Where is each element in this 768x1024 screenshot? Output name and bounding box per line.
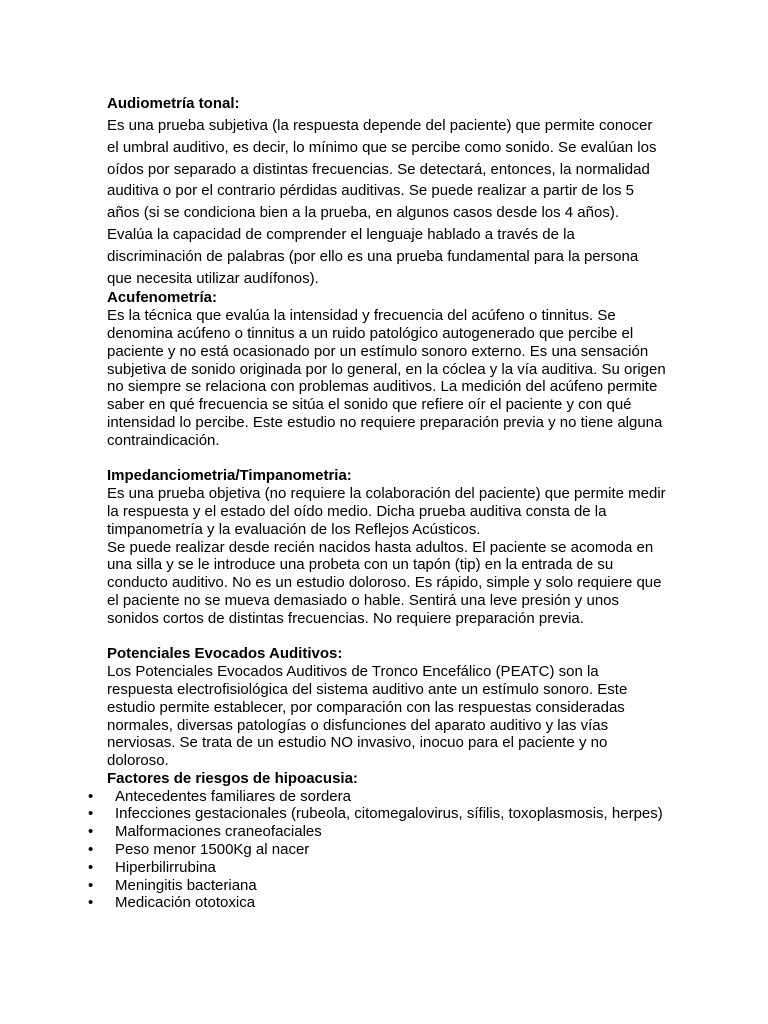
list-item [88,858,667,877]
section-heading-acufenometria: Acufenometría: [107,289,218,307]
list-item [88,805,667,823]
bullet-icon: • [88,858,94,876]
section-heading-impedanciometria: Impedanciometria/Timpanometria: [107,467,352,485]
list-item-text: Peso menor 1500Kg al nacer [115,841,310,859]
section-body-impedanciometria: Es una prueba objetiva (no requiere la colaboración del paciente) que permite medir la respuesta y el estado del oído medio. Dicha prueba auditiva consta de la timpanometría y la evaluación de los Reflejos Acústicos. [107,485,666,538]
list-item-text: Medicación ototoxica [115,894,256,912]
paragraph-gap [107,628,667,646]
list-item [88,894,667,912]
bullet-icon: • [88,787,94,805]
list-item-text: Infecciones gestacionales (rubeola, citomegalovirus, sífilis, toxoplasmosis, herpes) [115,805,663,823]
list-item-text: Meningitis bacteriana [115,876,257,894]
section-body-potenciales: Los Potenciales Evocados Auditivos de Tronco Encefálico (PEATC) son la respuesta electrofisiológica del sistema auditivo ante un estímulo sonoro. Este estudio permite establecer, por comparación con las respuestas consideradas normales, diversas patologías o disfunciones del aparato auditivo y las vías nerviosas. Se trata de un estudio NO invasivo, inocuo para el paciente y no doloroso. [107,663,628,770]
section-heading-factores: Factores de riesgos de hipoacusia: [107,769,358,787]
list-item [88,787,667,806]
bullet-icon: • [88,841,94,859]
document-page [88,93,667,912]
section-body-acufenometria: Es la técnica que evalúa la intensidad y frecuencia del acúfeno o tinnitus. Se denomina acúfeno o tinnitus a un ruido patológico autogenerado que percibe el paciente y no está ocasionado por un estímulo sonoro externo. Es una sensación subjetiva de sonido originada por lo general, en la cóclea y la vía auditiva. Su origen no siempre se relaciona con problemas auditivos. La medición del acúfeno permite saber en qué frecuencia se sitúa el sonido que refiere oír el paciente y con qué intensidad lo percibe. Este estudio no requiere preparación previa y no tiene alguna contraindicación. [107,307,666,449]
section-heading-potenciales: Potenciales Evocados Auditivos: [107,645,343,663]
section-body-impedanciometria-2: Se puede realizar desde recién nacidos hasta adultos. El paciente se acomoda en una silla y se le introduce una probeta con un tapón (tip) en la entrada de su conducto auditivo. No es un estudio doloroso. Es rápido, simple y solo requiere que el paciente no se mueva demasiado o hable. Sentirá una leve presión y unos sonidos cortos de distintas frecuencias. No requiere preparación previa. [107,538,662,627]
list-item-text: Hiperbilirrubina [115,858,216,876]
risk-factors-list [88,787,667,913]
bullet-icon: • [88,894,94,912]
paragraph-gap [107,450,667,468]
list-item [88,876,667,895]
list-item [88,823,667,841]
bullet-icon: • [88,876,94,894]
list-item-text: Antecedentes familiares de sordera [115,787,351,805]
list-item [88,841,667,859]
bullet-icon: • [88,823,94,841]
list-item-text: Malformaciones craneofaciales [115,823,322,841]
section-heading-audiometria: Audiometría tonal: [107,95,240,112]
bullet-icon: • [88,805,94,823]
section-body-audiometria: Es una prueba subjetiva (la respuesta depende del paciente) que permite conocer el umbral auditivo, es decir, lo mínimo que se percibe como sonido. Se evalúan los oídos por separado a distintas frecuencias. Se detectará, entonces, la normalidad auditiva o por el contrario pérdidas auditivas. Se puede realizar a partir de los 5 años (si se condiciona bien a la prueba, en algunos casos desde los 4 años). Evalúa la capacidad de comprender el lenguaje hablado a través de la discriminación de palabras (por ello es una prueba fundamental para la persona que necesita utilizar audífonos). [107,117,657,287]
